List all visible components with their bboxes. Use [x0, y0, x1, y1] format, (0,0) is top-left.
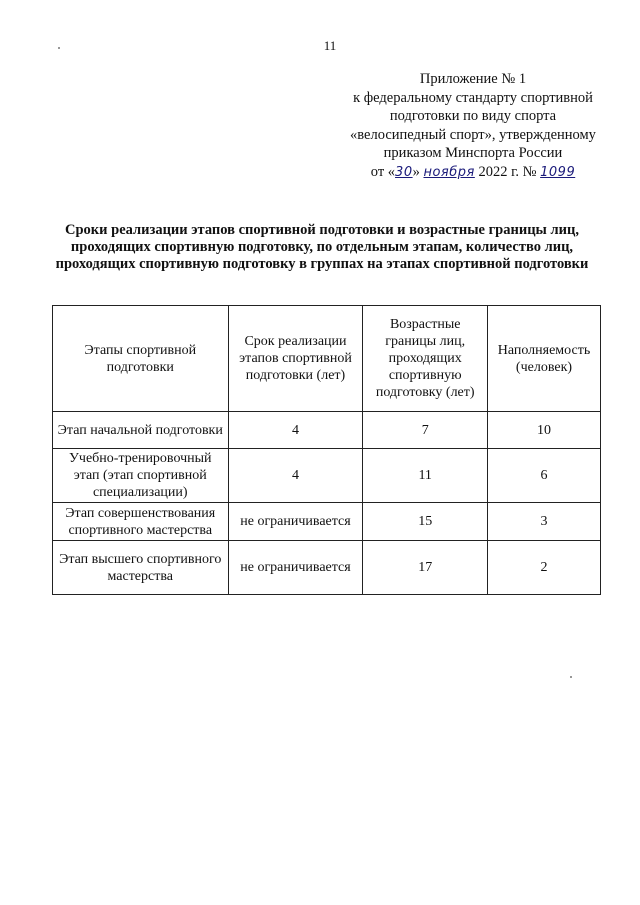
appendix-line-4: «велосипедный спорт», утвержденному: [350, 126, 596, 143]
stage-name: Этап высшего спортивного мастерства: [53, 541, 229, 595]
handwritten-day: 30: [395, 164, 413, 180]
header-duration: Срок реализации этапов спортивной подготовки (лет): [228, 306, 363, 412]
date-year: 2022 г. №: [478, 163, 537, 180]
stage-age: 17: [363, 541, 488, 595]
document-title: Сроки реализации этапов спортивной подготовки и возрастные границы лиц, проходящих спортивную подготовку, по отдельным этапам, количество лиц, проходящих спортивную подготовку в группах на этапах спортивной подготовки: [55, 222, 589, 272]
date-separator: »: [412, 163, 420, 180]
handwritten-month: ноября: [423, 164, 475, 180]
stage-age: 11: [363, 449, 488, 503]
appendix-line-2: к федеральному стандарту спортивной: [353, 89, 593, 106]
table-row: [53, 412, 601, 449]
appendix-line-5: приказом Минспорта России: [383, 145, 563, 161]
stage-duration: не ограничивается: [228, 503, 363, 541]
stage-group-size: 10: [487, 412, 600, 449]
appendix-header: [338, 70, 608, 182]
stage-duration: 4: [228, 449, 363, 503]
stage-group-size: 2: [487, 541, 600, 595]
stage-group-size: 6: [487, 449, 600, 503]
stage-group-size: 3: [487, 503, 600, 541]
page-number: 11: [323, 38, 337, 53]
header-stages: Этапы спортивной подготовки: [53, 306, 229, 412]
table-row: [53, 449, 601, 503]
stage-age: 7: [363, 412, 488, 449]
table-header-row: [53, 306, 601, 412]
stage-age: 15: [363, 503, 488, 541]
scan-speck: [570, 676, 572, 678]
appendix-date-line: [338, 163, 608, 183]
stage-name: Этап начальной подготовки: [53, 412, 229, 449]
stage-duration: не ограничивается: [228, 541, 363, 595]
table-row: [53, 541, 601, 595]
stage-name: Этап совершенствования спортивного мастерства: [53, 503, 229, 541]
stage-duration: 4: [228, 412, 363, 449]
header-group-size: Наполняемость (человек): [487, 306, 600, 412]
appendix-line-3: подготовки по виду спорта: [389, 108, 557, 124]
stage-name: Учебно-тренировочный этап (этап спортивной специализации): [53, 449, 229, 503]
handwritten-order-number: 1099: [540, 164, 576, 180]
table-row: [53, 503, 601, 541]
date-prefix: от «: [370, 163, 396, 180]
header-age-limits: Возрастные границы лиц, проходящих спортивную подготовку (лет): [363, 306, 488, 412]
scan-speck: [58, 47, 60, 49]
appendix-line-1: Приложение № 1: [419, 71, 527, 87]
stages-table: [52, 305, 601, 595]
